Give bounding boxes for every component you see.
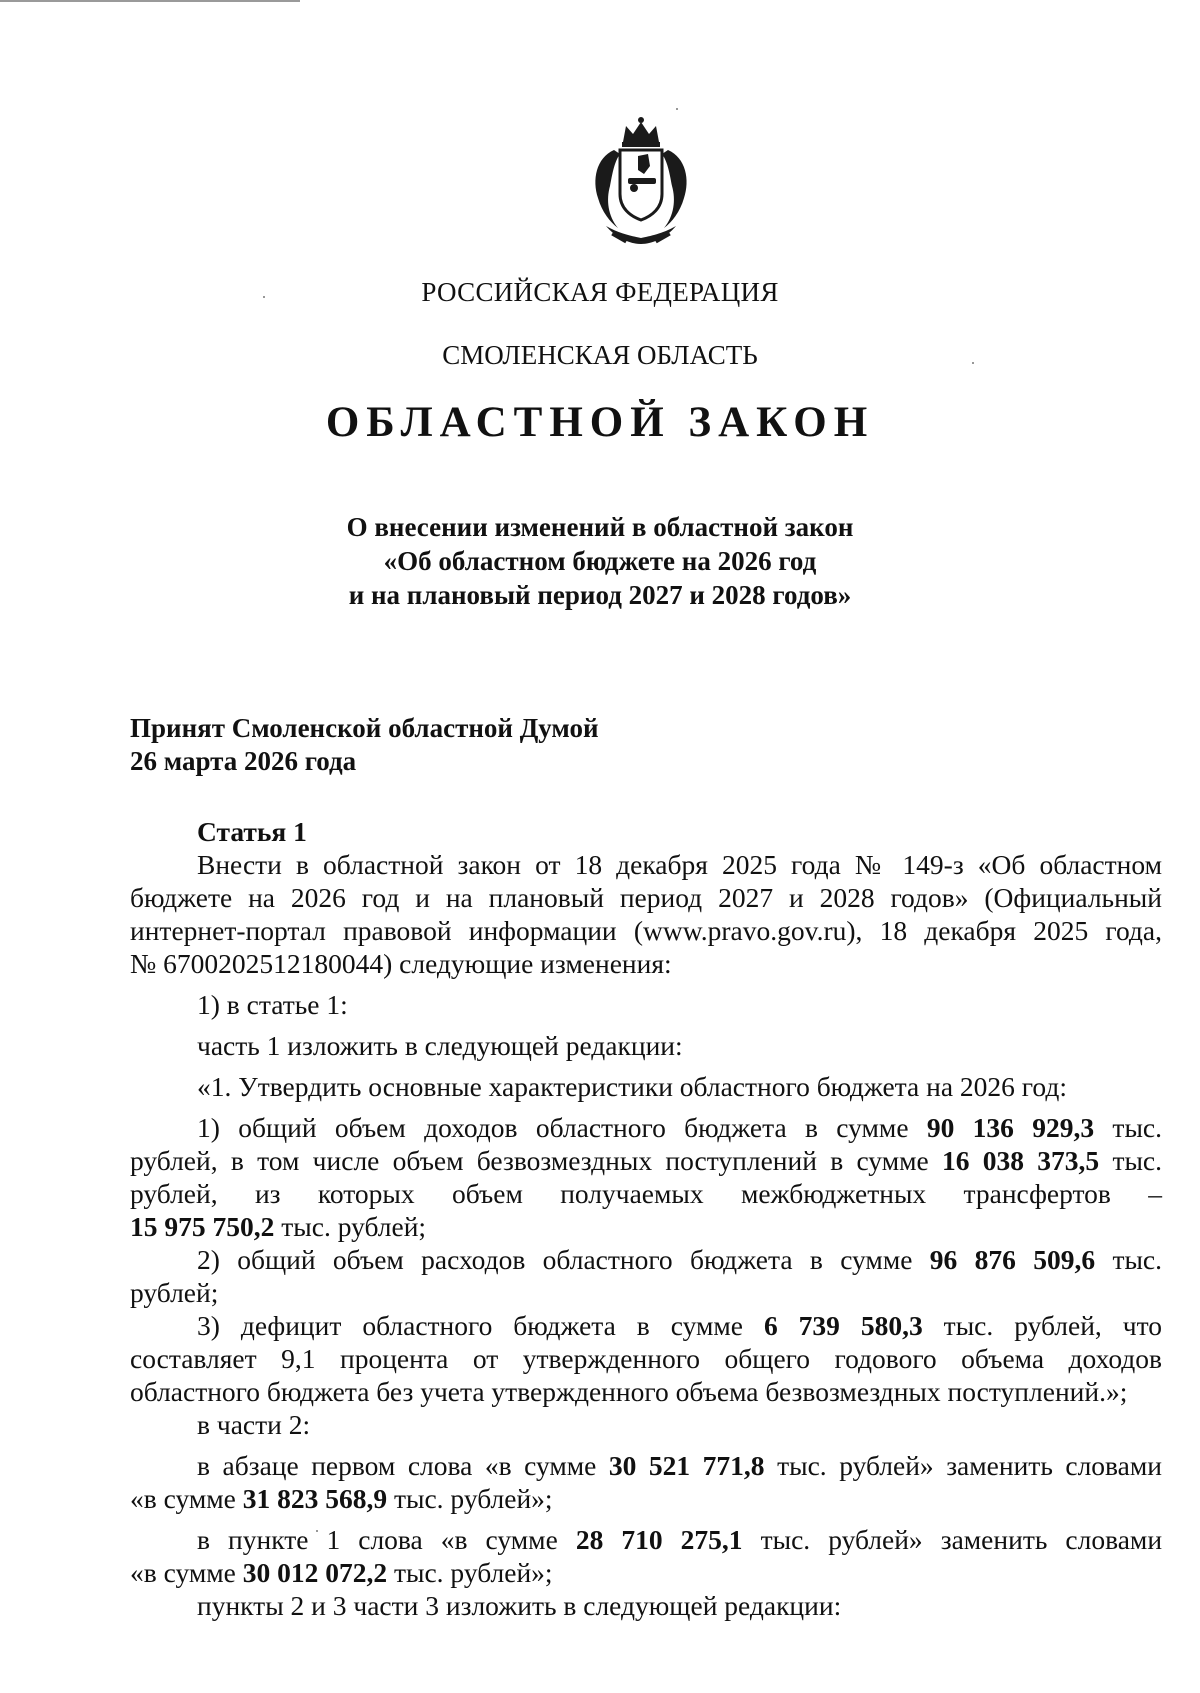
text-segment: тыс.	[1112, 1112, 1162, 1143]
item-line: часть 1 изложить в следующей редакции:	[197, 1030, 683, 1061]
text-segment: тыс. рублей» заменить словами	[760, 1524, 1163, 1555]
paragraph-line	[130, 1556, 1162, 1589]
paragraph-line	[130, 1482, 1162, 1515]
text-segment: «в сумме	[130, 1557, 236, 1588]
region-name: СМОЛЕНСКАЯ ОБЛАСТЬ	[442, 340, 758, 370]
paragraph-line	[130, 1210, 1162, 1243]
law-title-line: и на плановый период 2027 и 2028 годов»	[348, 580, 852, 610]
text-segment: 1) общий объем доходов областного бюджета в сумме	[197, 1112, 909, 1143]
adopted-by: Принят Смоленской областной Думой	[130, 713, 599, 743]
text-segment: тыс. рублей»;	[393, 1483, 553, 1514]
amount-value: 16 038 373,5	[941, 1145, 1100, 1176]
paragraph-line	[130, 1111, 1162, 1144]
country-name: РОССИЙСКАЯ ФЕДЕРАЦИЯ	[421, 277, 779, 307]
amount-value: 28 710 275,1	[575, 1524, 743, 1555]
paragraph-line	[130, 1243, 1162, 1276]
text-segment: 3) дефицит областного бюджета в сумме	[197, 1310, 743, 1341]
adoption-info	[130, 712, 599, 778]
item-line: в части 2:	[197, 1409, 311, 1440]
document-type: ОБЛАСТНОЙ ЗАКОН	[325, 399, 875, 446]
text-segment: тыс. рублей» заменить словами	[777, 1450, 1163, 1481]
paragraph-line: областного бюджета без учета утвержденного объема безвозмездных поступлений.»;	[130, 1376, 1128, 1407]
amount-value: 30 012 072,2	[242, 1557, 388, 1588]
text-segment: «в сумме	[130, 1483, 236, 1514]
article-body	[130, 815, 1162, 1622]
paragraph-line	[130, 1309, 1162, 1342]
text-segment: тыс. рублей;	[281, 1211, 427, 1242]
text-segment: 2) общий объем расходов областного бюджета в сумме	[197, 1244, 913, 1275]
amount-value: 15 975 750,2	[130, 1211, 275, 1242]
text-segment: тыс. рублей, что	[943, 1310, 1162, 1341]
law-title-line: О внесении изменений в областной закон	[346, 512, 854, 542]
paragraph-line: рублей, из которых объем получаемых межбюджетных трансфертов –	[130, 1178, 1162, 1209]
paragraph-line	[130, 1144, 1162, 1177]
text-segment: тыс.	[1112, 1244, 1163, 1275]
paragraph-line	[130, 1449, 1162, 1482]
article-heading: Статья 1	[197, 816, 307, 847]
paragraph-line: № 6700202512180044) следующие изменения:	[130, 948, 672, 979]
paragraph-line: составляет 9,1 процента от утвержденного общего годового объема доходов	[130, 1343, 1162, 1374]
paragraph-line: рублей;	[130, 1277, 219, 1308]
paragraph-line	[130, 1523, 1162, 1556]
amount-value: 31 823 568,9	[242, 1483, 388, 1514]
text-segment: в пункте 1 слова «в сумме	[197, 1524, 558, 1555]
adoption-date: 26 марта 2026 года	[130, 746, 357, 776]
text-segment: тыс.	[1112, 1145, 1163, 1176]
text-segment: рублей, в том числе объем безвозмездных поступлений в сумме	[130, 1145, 929, 1176]
law-title	[0, 510, 1200, 612]
paragraph-line: Внести в областной закон от 18 декабря 2025 года № 149-з «Об областном	[197, 849, 1162, 880]
amount-value: 90 136 929,3	[926, 1112, 1095, 1143]
scan-speck	[676, 108, 678, 110]
coat-of-arms-icon	[586, 116, 696, 248]
amount-value: 30 521 771,8	[608, 1450, 765, 1481]
text-segment: тыс. рублей»;	[393, 1557, 553, 1588]
amount-value: 6 739 580,3	[763, 1310, 923, 1341]
amount-value: 96 876 509,6	[929, 1244, 1096, 1275]
paragraph-line: бюджете на 2026 год и на плановый период 2027 и 2028 годов» (Официальный	[130, 882, 1162, 913]
item-line: пункты 2 и 3 части 3 изложить в следующей редакции:	[197, 1590, 842, 1621]
text-segment: в абзаце первом слова «в сумме	[197, 1450, 597, 1481]
item-line: 1) в статье 1:	[197, 989, 348, 1020]
law-title-line: «Об областном бюджете на 2026 год	[383, 546, 817, 576]
item-line: «1. Утвердить основные характеристики областного бюджета на 2026 год:	[197, 1071, 1067, 1102]
scan-edge-line	[0, 0, 300, 2]
paragraph-line: интернет-портал правовой информации (www.pravo.gov.ru), 18 декабря 2025 года,	[130, 915, 1162, 946]
